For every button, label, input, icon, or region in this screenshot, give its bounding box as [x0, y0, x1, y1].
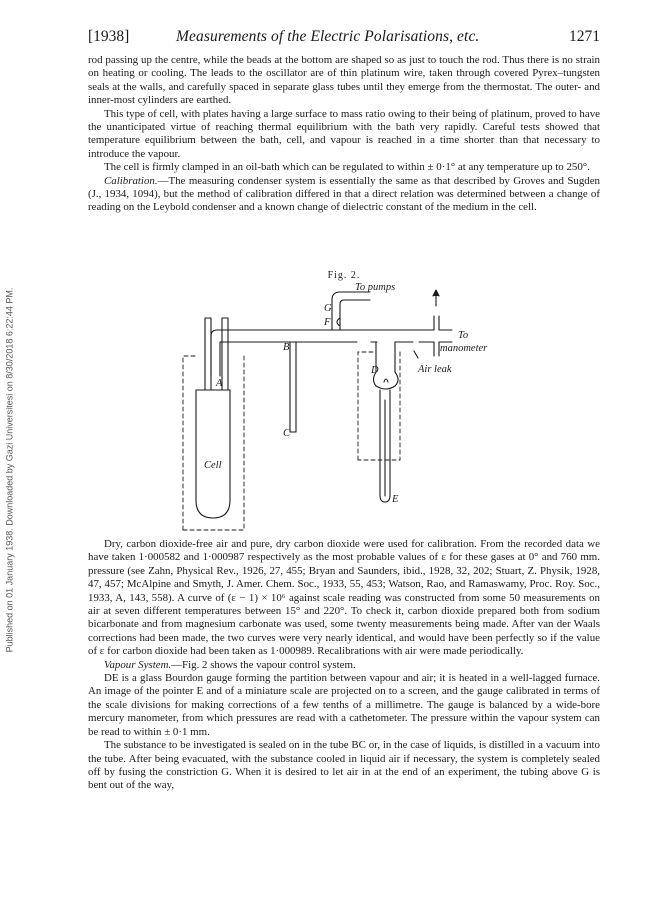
- label-air-leak: Air leak: [418, 364, 452, 375]
- calibration-heading: Calibration.: [104, 174, 158, 187]
- cell-lead-tube-2: [222, 318, 228, 390]
- paragraph: This type of cell, with plates having a large surface to mass ratio owing to their being of platinum, proved to have the unanticipated virtue of reaching thermal equilibrium with the bath very rapidly. Careful tests showed that temperature equilibrium between the bath, cell, and vapour is reached in a time shorter than that necessary to introduce the vapour.: [88, 107, 600, 160]
- download-notice-text: Published on 01 January 1938. Downloaded by Gazi Universitesi on 8/30/2018 6:22:44 PM.: [4, 287, 15, 653]
- paragraph: Dry, carbon dioxide-free air and pure, dry carbon dioxide were used for calibration. From the recorded data we have taken 1·000582 and 1·000987 respectively as the most probable values of ε for these gases at 0° and 760 mm. pressure (see Zahn, Physical Rev., 1926, 27, 455; Bryan and Saunders, ibid., 1928, 32, 202; Stuart, Z. Physik, 1928, 47, 457; McAlpine and Smyth, J. Amer. Chem. Soc., 1933, 55, 453; Watson, Rao, and Ramaswamy, Proc. Roy. Soc., 1933, A, 143, 558). A curve of (ε − 1) × 10⁶ against scale reading was constructed from some 50 measurements on air at seven different temperatures between 15° and 220°. To check it, carbon dioxide prepared both from sodium bicarbonate and from magnesium carbonate was used, some twenty measurements being made. After van der Waals corrections had been made, the two curves were very nearly identical, and would have been perfectly so if the value of ε for carbon dioxide had been taken as 1·000989. Recalibrations with air were made periodically.: [88, 538, 600, 658]
- label-c: C: [283, 428, 291, 439]
- label-to: To: [458, 330, 469, 341]
- cell-vessel: [196, 390, 230, 518]
- dashed-furnace-outline: [358, 352, 400, 460]
- vapour-text: —Fig. 2 shows the vapour control system.: [171, 658, 356, 671]
- manometer-line: [419, 316, 434, 356]
- cell-inlet-tube: [211, 330, 290, 376]
- label-f: F: [324, 317, 331, 328]
- label-a: A: [216, 378, 223, 389]
- body-text-bottom: [88, 538, 600, 793]
- header-title: Measurements of the Electric Polarisations, etc.: [176, 28, 480, 45]
- label-cell: Cell: [204, 460, 222, 471]
- label-e: E: [392, 494, 399, 505]
- vapour-heading: Vapour System.: [104, 658, 172, 671]
- header-year: [1938]: [88, 28, 130, 45]
- dashed-thermostat-outline: [183, 356, 244, 530]
- calibration-text: —The measuring condenser system is essentially the same as that described by Groves and Sugden (J., 1934, 1094), but the method of calibration differed in that a direct relation was determined between a change of reading on the Leybold condenser and a known change of dielectric constant of the medium in the cell.: [88, 174, 600, 214]
- paragraph: The cell is firmly clamped in an oil-bath which can be regulated to within ± 0·1° at any temperature up to 250°.: [104, 161, 590, 174]
- label-d: D: [371, 365, 379, 376]
- paragraph: DE is a glass Bourdon gauge forming the partition between vapour and air; it is heated in a well-lagged furnace. An image of the pointer E and of a miniature scale are projected on to a screen, and the gauge calibrated in terms of the scale divisions for making corrections of a few tenths of a millimetre. The gauge is balanced by a wide-bore mercury manometer, from which pressures are read with a cathetometer. The pressure within the vapour system can be read to within ± 0·1 mm.: [88, 672, 600, 738]
- page-number: 1271: [569, 28, 600, 45]
- label-manometer: manometer: [440, 343, 488, 354]
- vapour-paragraph: [88, 659, 600, 672]
- label-b: B: [283, 342, 290, 353]
- figure-caption: Fig. 2.: [327, 270, 361, 281]
- paragraph: The substance to be investigated is sealed on in the tube BC or, in the case of liquids, is distilled in a vacuum into the tube. After being evacuated, with the substance cooled in liquid air if necessary, the system is completely sealed off by fusing the constriction G. When it is desired to let air in at the end of an experiment, the tubing above G is bent out of the way,: [88, 739, 600, 792]
- label-to-pumps: To pumps: [355, 282, 396, 293]
- cell-lead-tube: [205, 318, 211, 390]
- label-g: G: [324, 303, 332, 314]
- side-tube-bc: [290, 342, 296, 432]
- paragraph: rod passing up the centre, while the beads at the bottom are shaped so as just to touch the rod. Thus there is no strain on heating or cooling. The leads to the oscillator are of thin platinum wire, taken through covered Pyrex–tungsten seals at the walls, and carefully spaced in separate glass tubes until they emerge from the thermostat. The outer- and inner-most cylinders are earthed.: [88, 54, 600, 107]
